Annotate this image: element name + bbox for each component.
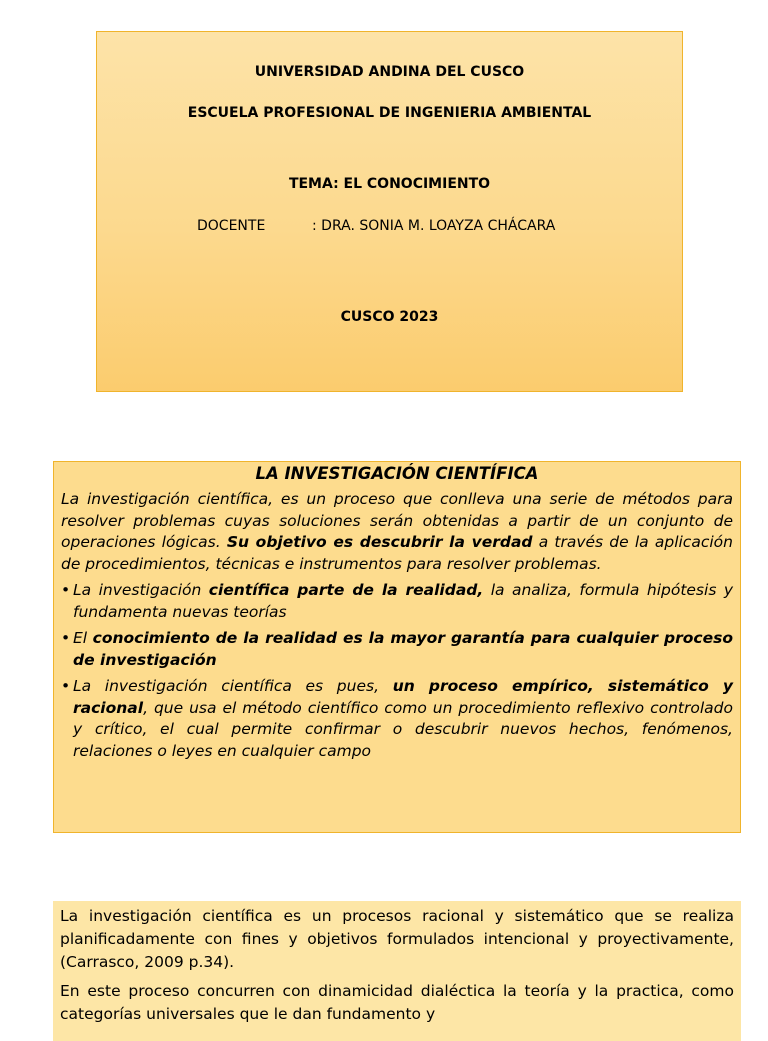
intro-text: La investigación científica, es un proceso que conlleva una serie de métodos para resolver problemas cuyas soluciones serán obtenidas a partir de un conjunto de operaciones lógicas. <box>61 490 733 551</box>
definition-paragraph: La investigación científica es un procesos racional y sistemático que se realiza planificadamente con fines y objetivos formulados intencional y proyectivamente, (Carrasco, 2009 p.34). <box>60 907 734 971</box>
cover-slide <box>96 31 683 392</box>
bullet-1-bold: científica parte de la realidad, <box>208 581 484 599</box>
teacher-label: DOCENTE <box>197 218 266 234</box>
bullet-3-pre: La investigación científica es pues, <box>73 677 380 695</box>
research-slide <box>53 461 741 833</box>
bullet-3-bold: un proceso empírico, sistemático y racional <box>73 677 733 717</box>
bullet-3-post: , que usa el método científico como un procedimiento reflexivo controlado y crítico, el cual permite confirmar o descubrir nuevos hechos, fenómenos, relaciones o leyes en cualquier campo <box>73 698 733 760</box>
bullet-1-post: la analiza, formula hipótesis y fundamenta nuevas teorías <box>73 581 733 621</box>
definition-slide <box>53 901 741 1041</box>
bullet-icon: • <box>61 581 71 599</box>
intro-paragraph <box>61 489 733 575</box>
intro-bold: Su objetivo es descubrir la verdad <box>226 533 533 551</box>
slide-title: LA INVESTIGACIÓN CIENTÍFICA <box>255 464 539 483</box>
bullet-2-bold: conocimiento de la realidad es la mayor garantía para cualquier proceso de investigación <box>73 629 733 669</box>
bullet-2-pre: El <box>73 629 88 647</box>
bullet-item <box>61 628 733 671</box>
school-name: ESCUELA PROFESIONAL DE INGENIERIA AMBIENTAL <box>187 105 592 121</box>
bullet-1-pre: La investigación <box>73 581 202 599</box>
bullet-item <box>61 676 733 762</box>
place-year: CUSCO 2023 <box>340 309 439 325</box>
teacher-name: : DRA. SONIA M. LOAYZA CHÁCARA <box>312 218 556 234</box>
university-name: UNIVERSIDAD ANDINA DEL CUSCO <box>254 64 525 80</box>
topic-heading: TEMA: EL CONOCIMIENTO <box>288 176 491 192</box>
process-paragraph: En este proceso concurren con dinamicidad dialéctica la teoría y la practica, como categorías universales que le dan fundamento y <box>60 982 734 1023</box>
bullet-icon: • <box>61 677 71 695</box>
bullet-item <box>61 580 733 623</box>
intro-rest: a través de la aplicación de procedimientos, técnicas e instrumentos para resolver problemas. <box>61 533 733 573</box>
bullet-icon: • <box>61 629 71 647</box>
